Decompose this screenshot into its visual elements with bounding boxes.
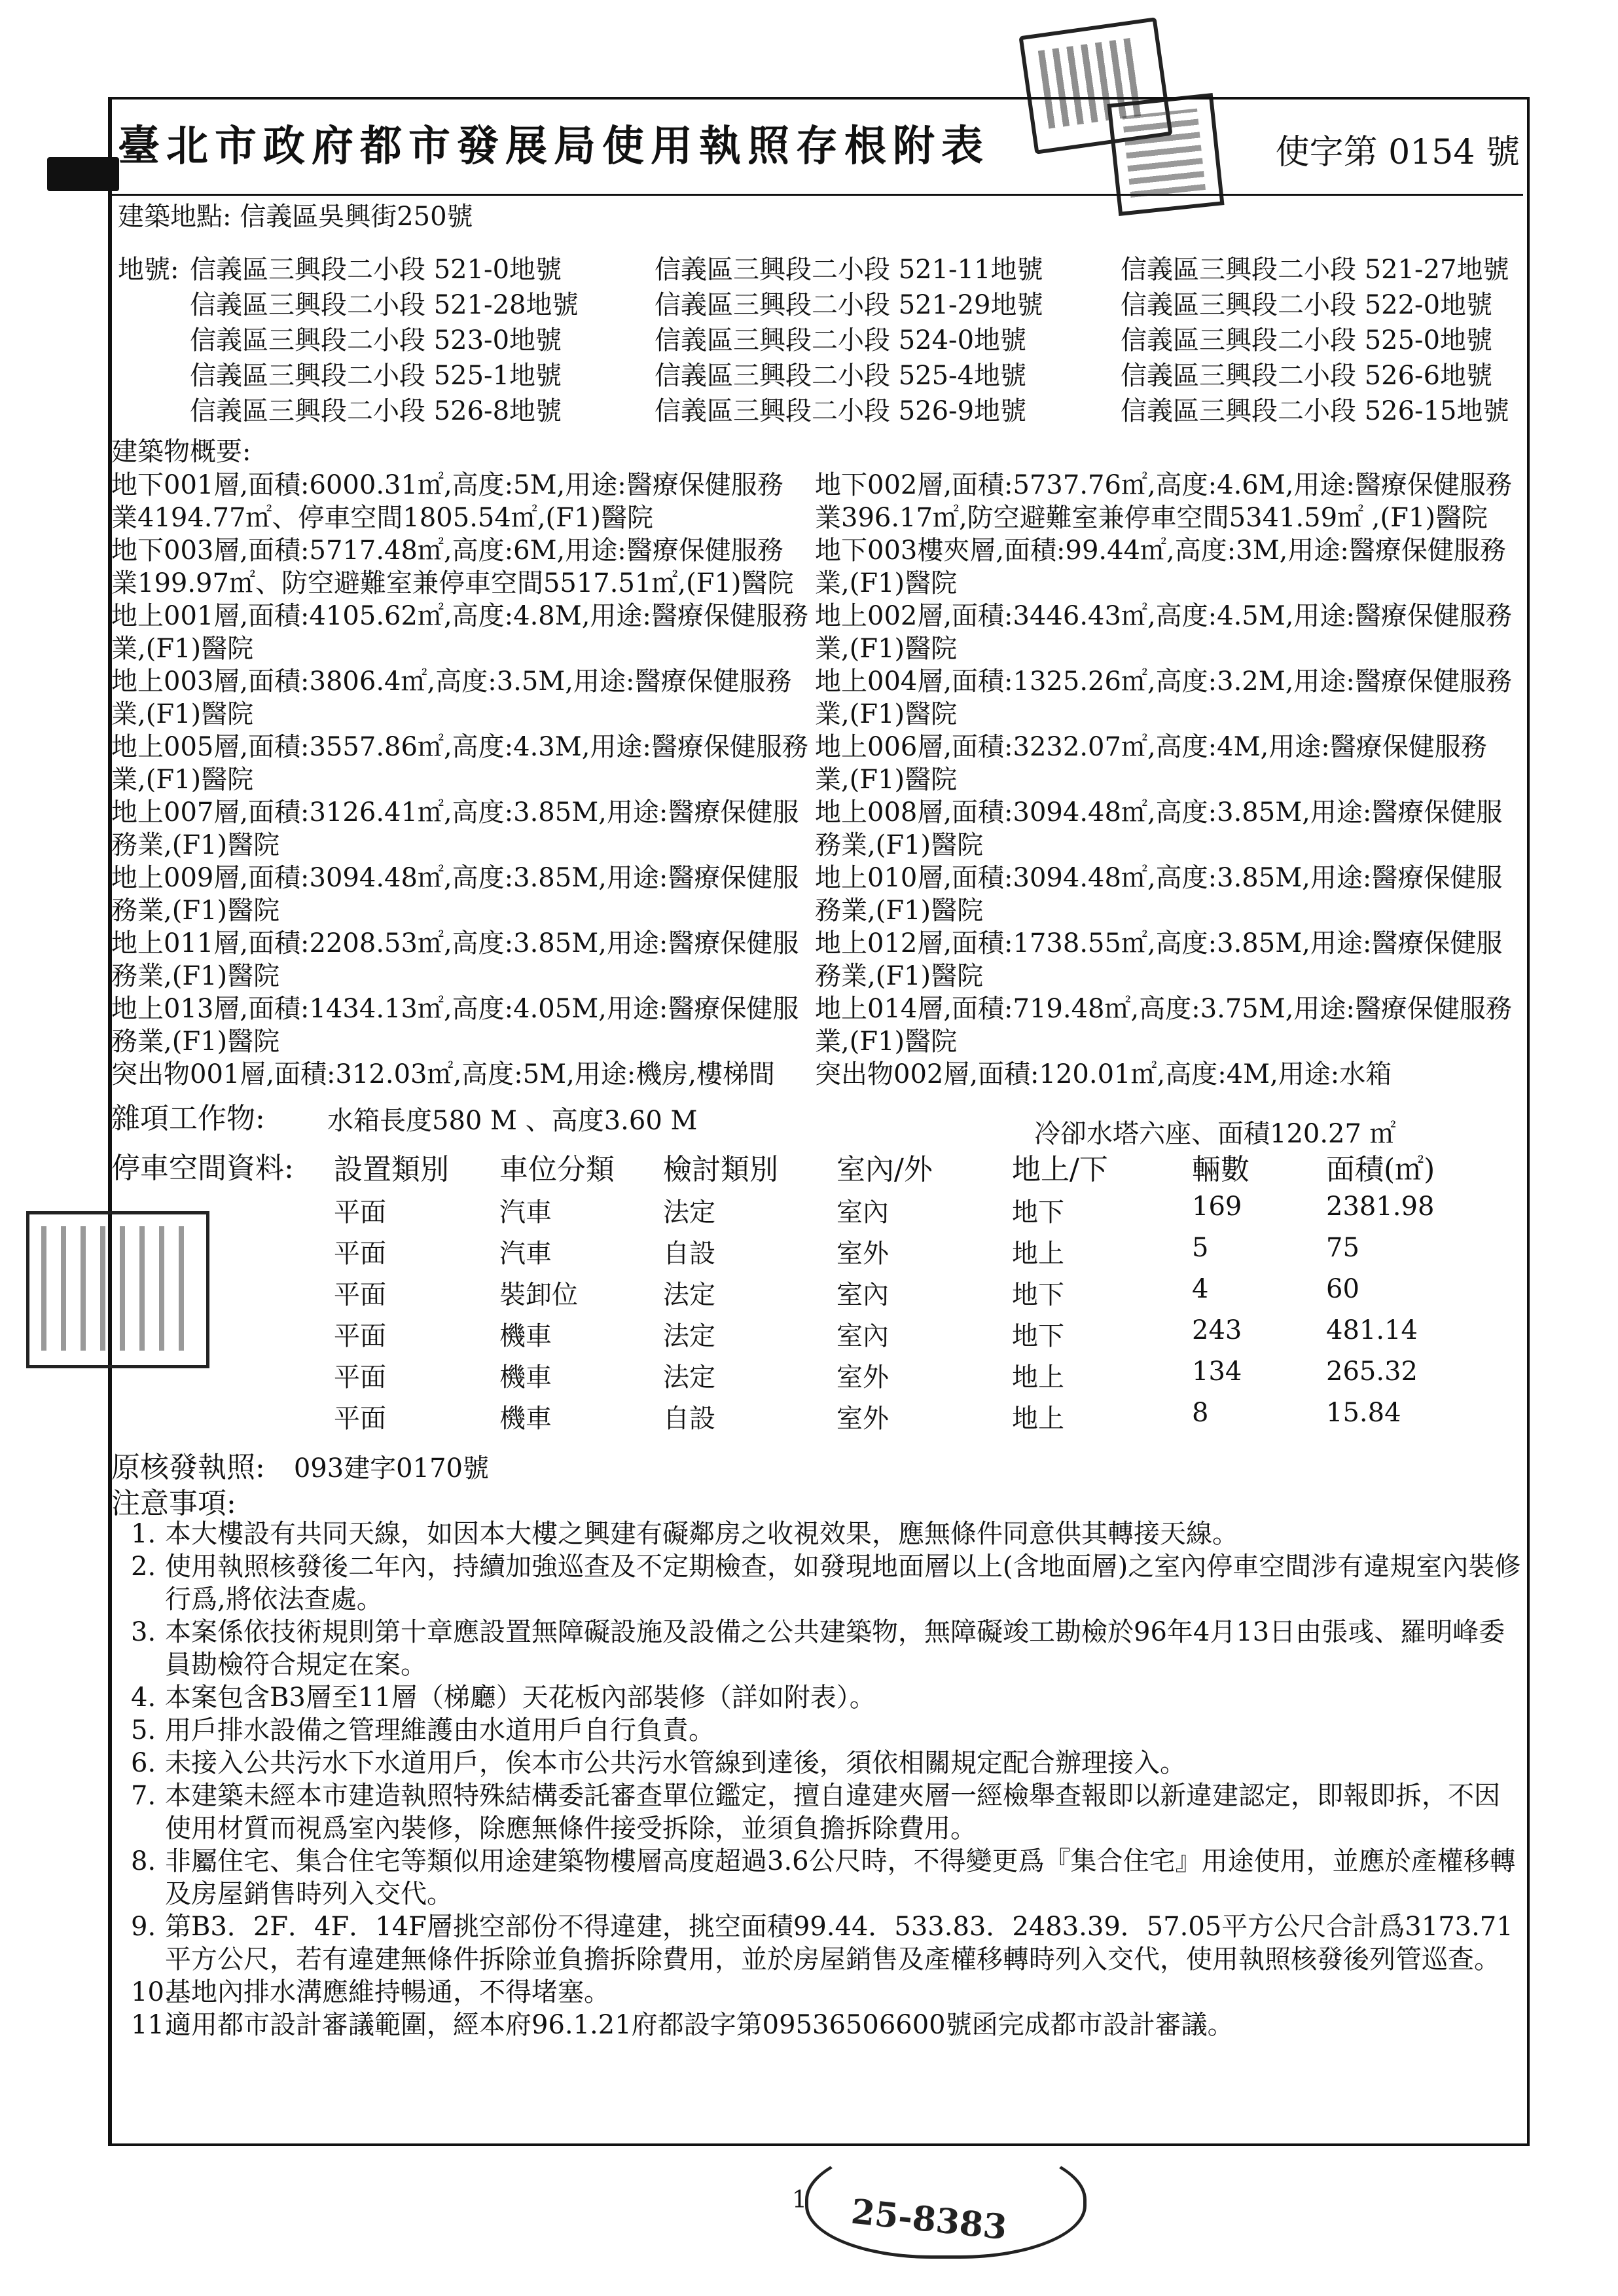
lot-item: 信義區三興段二小段 524-0地號 xyxy=(655,325,1027,355)
floor-row xyxy=(111,796,1519,862)
parking-cell: 室內 xyxy=(836,1197,889,1228)
parking-cell: 地上 xyxy=(1012,1239,1064,1269)
floor-item: 地下003層,面積:5717.48㎡,高度:6M,用途:醫療保健服務業199.97㎡、防空避難室兼停車空間5517.51㎡,(F1)醫院 xyxy=(111,536,794,598)
note-num: 2. xyxy=(131,1552,156,1582)
note-num: 4. xyxy=(131,1683,156,1713)
lot-item: 信義區三興段二小段 525-0地號 xyxy=(1121,325,1493,355)
parking-cell: 243 xyxy=(1192,1315,1242,1345)
table-row xyxy=(334,1192,1470,1233)
list-item xyxy=(131,1779,1525,1845)
parking-cell: 134 xyxy=(1192,1357,1242,1387)
note-num: 7. xyxy=(131,1781,156,1811)
page-title: 臺北市政府都市發展局使用執照存根附表 xyxy=(118,122,990,171)
location-label: 建築地點: xyxy=(118,202,232,232)
parking-cell: 2381.98 xyxy=(1326,1192,1435,1222)
parking-label: 停車空間資料: xyxy=(111,1152,294,1185)
lot-item: 信義區三興段二小段 526-15地號 xyxy=(1121,396,1509,426)
parking-cell: 室外 xyxy=(836,1362,889,1393)
floor-row xyxy=(111,862,1519,927)
floor-item: 地下002層,面積:5737.76㎡,高度:4.6M,用途:醫療保健服務業396.17㎡,防空避難室兼停車空間5341.59㎡ ,(F1)醫院 xyxy=(815,470,1512,533)
parking-col-header: 地上/下 xyxy=(1012,1153,1108,1186)
lot-item: 信義區三興段二小段 523-0地號 xyxy=(190,325,562,355)
parking-cell: 平面 xyxy=(334,1197,386,1228)
parking-cell: 平面 xyxy=(334,1362,386,1393)
parking-cell: 室內 xyxy=(836,1280,889,1310)
parking-cell: 8 xyxy=(1192,1398,1209,1428)
parking-cell: 機車 xyxy=(499,1321,552,1351)
lot-item: 信義區三興段二小段 525-4地號 xyxy=(655,361,1027,391)
parking-col-header: 車位分類 xyxy=(499,1153,615,1186)
note-num: 3. xyxy=(131,1617,156,1647)
note-text: 基地內排水溝應維持暢通，不得堵塞。 xyxy=(165,1977,610,2007)
floor-item: 地上003層,面積:3806.4㎡,高度:3.5M,用途:醫療保健服務業,(F1)醫院 xyxy=(111,666,792,729)
floor-row xyxy=(111,993,1519,1058)
lot-item: 信義區三興段二小段 526-8地號 xyxy=(190,396,562,426)
floor-item: 地上014層,面積:719.48㎡,高度:3.75M,用途:醫療保健服務業,(F1)醫院 xyxy=(815,994,1512,1057)
parking-cell: 75 xyxy=(1326,1233,1359,1263)
floor-item: 地上009層,面積:3094.48㎡,高度:3.85M,用途:醫療保健服務業,(F1)醫院 xyxy=(111,863,799,926)
floor-list xyxy=(111,469,1519,1091)
lot-item: 信義區三興段二小段 526-6地號 xyxy=(1121,361,1493,391)
list-item xyxy=(131,1747,1525,1779)
misc-value-1: 水箱長度580 M 、高度3.60 M xyxy=(327,1106,698,1136)
note-num: 8. xyxy=(131,1846,156,1876)
floor-item: 地上001層,面積:4105.62㎡,高度:4.8M,用途:醫療保健服務業,(F1)醫院 xyxy=(111,601,808,664)
page-number: 1 xyxy=(792,2187,807,2214)
parking-cell: 4 xyxy=(1192,1274,1209,1304)
parking-cell: 室內 xyxy=(836,1321,889,1351)
note-text: 未接入公共污水下水道用戶，俟本市公共污水管線到達後，須依相關規定配合辦理接入。 xyxy=(165,1748,1186,1778)
parking-cell: 265.32 xyxy=(1326,1357,1418,1387)
floor-item: 地上004層,面積:1325.26㎡,高度:3.2M,用途:醫療保健服務業,(F1)醫院 xyxy=(815,666,1512,729)
parking-cell: 169 xyxy=(1192,1192,1242,1222)
floor-row xyxy=(111,469,1519,534)
floor-item: 突出物001層,面積:312.03㎡,高度:5M,用途:機房,樓梯間 xyxy=(111,1059,776,1089)
parking-col-header: 輛數 xyxy=(1192,1153,1249,1186)
note-num: 5. xyxy=(131,1715,156,1745)
note-text: 本案係依技術規則第十章應設置無障礙設施及設備之公共建築物，無障礙竣工勘檢於96年4月13日由張彧、羅明峰委員勘檢符合規定在案。 xyxy=(165,1617,1505,1680)
note-num: 10. xyxy=(131,1977,173,2007)
parking-cell: 地上 xyxy=(1012,1404,1064,1434)
parking-col-header: 室內/外 xyxy=(836,1153,933,1186)
note-num: 9. xyxy=(131,1912,156,1942)
parking-col-header: 面積(㎡) xyxy=(1326,1153,1435,1186)
floor-item: 地上008層,面積:3094.48㎡,高度:3.85M,用途:醫療保健服務業,(F1)醫院 xyxy=(815,797,1503,860)
floor-item: 地下003樓夾層,面積:99.44㎡,高度:3M,用途:醫療保健服務業,(F1)醫院 xyxy=(815,536,1506,598)
lot-row xyxy=(118,355,1519,390)
parking-cell: 室外 xyxy=(836,1404,889,1434)
list-item xyxy=(131,2009,1525,2041)
parking-cell: 自設 xyxy=(663,1239,715,1269)
lot-item: 信義區三興段二小段 521-29地號 xyxy=(655,290,1043,320)
list-item xyxy=(131,1714,1525,1747)
table-row xyxy=(334,1357,1470,1398)
list-item xyxy=(131,1976,1525,2009)
list-item xyxy=(131,1616,1525,1681)
parking-cell: 法定 xyxy=(663,1321,715,1351)
table-row xyxy=(334,1315,1470,1357)
parking-cell: 自設 xyxy=(663,1404,715,1434)
note-text: 本建築未經本市建造執照特殊結構委託審查單位鑑定，擅自違建夾層一經檢舉查報即以新違建認定，即報即拆，不因使用材質而視爲室內裝修，除應無條件接受拆除，並須負擔拆除費用。 xyxy=(165,1781,1500,1844)
note-text: 第B3．2F．4F．14F層挑空部份不得違建，挑空面積99.44．533.83．2483.39．57.05平方公尺合計爲3173.71平方公尺，若有違建無條件拆除並負擔拆除費用，並於房屋銷售及產權移轉時列入交代，使用執照核發後列管巡查。 xyxy=(165,1912,1513,1975)
notes-list xyxy=(131,1518,1525,2041)
note-num: 1. xyxy=(131,1519,156,1549)
floor-row xyxy=(111,731,1519,796)
parking-table xyxy=(334,1192,1470,1439)
parking-cell: 平面 xyxy=(334,1239,386,1269)
parking-cell: 481.14 xyxy=(1326,1315,1418,1345)
stamp-number: 25-8383 xyxy=(849,2191,1009,2248)
floor-row xyxy=(111,534,1519,600)
permit-number: 使字第 0154 號 xyxy=(1275,133,1520,172)
parking-col-header: 設置類別 xyxy=(334,1153,449,1186)
floor-item: 地下001層,面積:6000.31㎡,高度:5M,用途:醫療保健服務業4194.77㎡、停車空間1805.54㎡,(F1)醫院 xyxy=(111,470,783,533)
parking-cell: 法定 xyxy=(663,1280,715,1310)
side-seal xyxy=(26,1211,209,1368)
list-item xyxy=(131,1910,1525,1976)
floor-row xyxy=(111,600,1519,665)
building-label: 建築物概要: xyxy=(111,437,251,467)
note-text: 用戶排水設備之管理維護由水道用戶自行負責。 xyxy=(165,1715,715,1745)
parking-cell: 裝卸位 xyxy=(499,1280,578,1310)
parking-cell: 法定 xyxy=(663,1197,715,1228)
floor-row xyxy=(111,665,1519,731)
original-permit-label: 原核發執照: xyxy=(111,1451,265,1484)
floor-item: 地上011層,面積:2208.53㎡,高度:3.85M,用途:醫療保健服務業,(F1)醫院 xyxy=(111,928,799,991)
table-row xyxy=(334,1398,1470,1439)
parking-cell: 地上 xyxy=(1012,1362,1064,1393)
lot-row xyxy=(118,390,1519,426)
floor-item: 突出物002層,面積:120.01㎡,高度:4M,用途:水箱 xyxy=(815,1059,1392,1089)
lot-item: 信義區三興段二小段 526-9地號 xyxy=(655,396,1027,426)
parking-cell: 5 xyxy=(1192,1233,1209,1263)
parking-header xyxy=(334,1146,1470,1188)
parking-col-header: 檢討類別 xyxy=(663,1153,778,1186)
lot-row xyxy=(118,319,1519,355)
original-permit-value: 093建字0170號 xyxy=(293,1453,489,1484)
floor-item: 地上005層,面積:3557.86㎡,高度:4.3M,用途:醫療保健服務業,(F1)醫院 xyxy=(111,732,808,795)
table-row xyxy=(334,1274,1470,1315)
table-row xyxy=(334,1233,1470,1274)
notes-label: 注意事項: xyxy=(111,1487,236,1520)
note-text: 本大樓設有共同天線，如因本大樓之興建有礙鄰房之收視效果，應無條件同意供其轉接天線。 xyxy=(165,1519,1238,1549)
parking-cell: 汽車 xyxy=(499,1239,552,1269)
floor-item: 地上010層,面積:3094.48㎡,高度:3.85M,用途:醫療保健服務業,(F1)醫院 xyxy=(815,863,1503,926)
note-text: 適用都市設計審議範圍，經本府96.1.21府都設字第09536506600號函完成都市設計審議。 xyxy=(165,2010,1234,2040)
parking-cell: 室外 xyxy=(836,1239,889,1269)
list-item xyxy=(131,1845,1525,1910)
parking-cell: 法定 xyxy=(663,1362,715,1393)
floor-item: 地上012層,面積:1738.55㎡,高度:3.85M,用途:醫療保健服務業,(F1)醫院 xyxy=(815,928,1503,991)
parking-cell: 15.84 xyxy=(1326,1398,1401,1428)
lot-row xyxy=(118,249,1519,284)
note-num: 6. xyxy=(131,1748,156,1778)
lot-row xyxy=(118,284,1519,319)
lot-list xyxy=(118,249,1519,426)
list-item xyxy=(131,1518,1525,1550)
lot-item: 信義區三興段二小段 525-1地號 xyxy=(190,361,562,391)
parking-cell: 平面 xyxy=(334,1321,386,1351)
lot-item: 信義區三興段二小段 521-0地號 xyxy=(190,255,562,285)
parking-cell: 機車 xyxy=(499,1404,552,1434)
list-item xyxy=(131,1550,1525,1616)
location-row xyxy=(118,200,473,234)
parking-cell: 地下 xyxy=(1012,1280,1064,1310)
lot-item: 信義區三興段二小段 521-11地號 xyxy=(655,255,1043,285)
parking-cell: 機車 xyxy=(499,1362,552,1393)
note-text: 本案包含B3層至11層（梯廳）天花板內部裝修（詳如附表）。 xyxy=(165,1683,876,1713)
parking-cell: 平面 xyxy=(334,1280,386,1310)
note-text: 使用執照核發後二年內，持續加強巡查及不定期檢查，如發現地面層以上(含地面層)之室內停車空間涉有違規室內裝修行爲,將依法查處。 xyxy=(165,1552,1521,1614)
lot-label: 地號: xyxy=(118,255,179,285)
header-divider xyxy=(108,194,1523,196)
note-num: 11. xyxy=(131,2010,173,2040)
floor-row xyxy=(111,1058,1519,1091)
lot-item: 信義區三興段二小段 521-28地號 xyxy=(190,290,579,320)
location-value: 信義區吳興街250號 xyxy=(240,202,473,232)
lot-item: 信義區三興段二小段 521-27地號 xyxy=(1121,255,1509,285)
misc-row xyxy=(111,1095,265,1137)
parking-cell: 60 xyxy=(1326,1274,1359,1304)
parking-cell: 汽車 xyxy=(499,1197,552,1228)
floor-item: 地上007層,面積:3126.41㎡,高度:3.85M,用途:醫療保健服務業,(F1)醫院 xyxy=(111,797,799,860)
floor-item: 地上013層,面積:1434.13㎡,高度:4.05M,用途:醫療保健服務業,(F1)醫院 xyxy=(111,994,799,1057)
note-text: 非屬住宅、集合住宅等類似用途建築物樓層高度超過3.6公尺時，不得變更爲『集合住宅』用途使用，並應於產權移轉及房屋銷售時列入交代。 xyxy=(165,1846,1516,1909)
parking-cell: 地下 xyxy=(1012,1321,1064,1351)
floor-item: 地上002層,面積:3446.43㎡,高度:4.5M,用途:醫療保健服務業,(F1)醫院 xyxy=(815,601,1512,664)
lot-item: 信義區三興段二小段 522-0地號 xyxy=(1121,290,1493,320)
misc-value-2: 冷卻水塔六座、面積120.27 ㎡ xyxy=(1034,1119,1396,1149)
parking-cell: 平面 xyxy=(334,1404,386,1434)
list-item xyxy=(131,1681,1525,1714)
parking-cell: 地下 xyxy=(1012,1197,1064,1228)
floor-item: 地上006層,面積:3232.07㎡,高度:4M,用途:醫療保健服務業,(F1)醫院 xyxy=(815,732,1487,795)
misc-label: 雜項工作物: xyxy=(111,1102,265,1135)
floor-row xyxy=(111,927,1519,993)
